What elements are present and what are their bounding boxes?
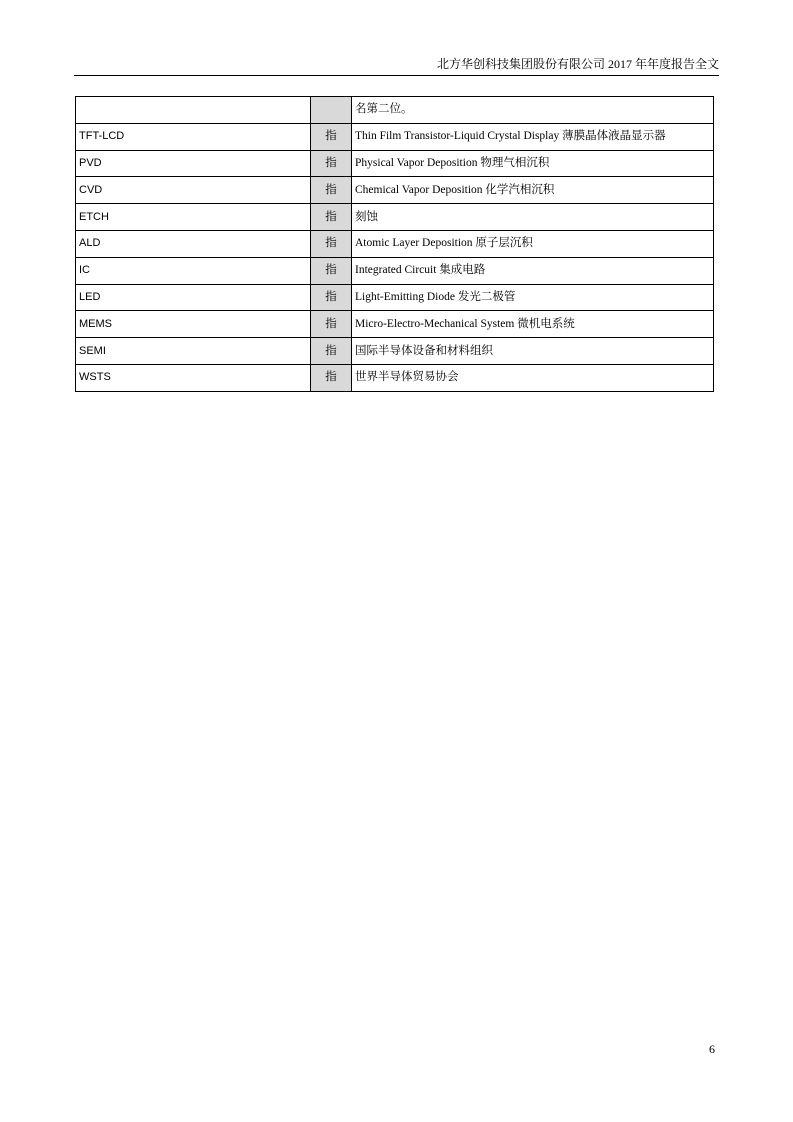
desc-cell: Light-Emitting Diode 发光二极管 xyxy=(352,284,714,311)
table-row xyxy=(76,257,714,284)
desc-cell: Integrated Circuit 集成电路 xyxy=(352,257,714,284)
ref-cell: 指 xyxy=(311,338,352,365)
table-row xyxy=(76,204,714,231)
page-number: 6 xyxy=(709,1042,715,1056)
page-header xyxy=(74,55,719,76)
desc-cell: Atomic Layer Deposition 原子层沉积 xyxy=(352,230,714,257)
term-cell: LED xyxy=(76,284,311,311)
ref-cell: 指 xyxy=(311,123,352,150)
table-row xyxy=(76,177,714,204)
term-cell: IC xyxy=(76,257,311,284)
table-row xyxy=(76,230,714,257)
table-row xyxy=(76,338,714,365)
desc-cell: 名第二位。 xyxy=(352,97,714,124)
term-cell: ALD xyxy=(76,230,311,257)
ref-cell: 指 xyxy=(311,311,352,338)
desc-cell: Micro-Electro-Mechanical System 微机电系统 xyxy=(352,311,714,338)
term-cell: CVD xyxy=(76,177,311,204)
table-row xyxy=(76,123,714,150)
table-row xyxy=(76,150,714,177)
term-cell: MEMS xyxy=(76,311,311,338)
term-cell: ETCH xyxy=(76,204,311,231)
header-title: 北方华创科技集团股份有限公司 2017 年年度报告全文 xyxy=(436,57,719,71)
table-row xyxy=(76,364,714,391)
ref-cell: 指 xyxy=(311,150,352,177)
table-row xyxy=(76,284,714,311)
desc-cell: 刻蚀 xyxy=(352,204,714,231)
desc-cell: 世界半导体贸易协会 xyxy=(352,364,714,391)
ref-cell: 指 xyxy=(311,204,352,231)
ref-cell: 指 xyxy=(311,177,352,204)
table-row xyxy=(76,311,714,338)
term-cell: TFT-LCD xyxy=(76,123,311,150)
desc-cell: Thin Film Transistor-Liquid Crystal Display 薄膜晶体液晶显示器 xyxy=(352,123,714,150)
ref-cell: 指 xyxy=(311,230,352,257)
term-cell: SEMI xyxy=(76,338,311,365)
desc-cell: 国际半导体设备和材料组织 xyxy=(352,338,714,365)
glossary-table xyxy=(75,96,714,392)
desc-cell: Physical Vapor Deposition 物理气相沉积 xyxy=(352,150,714,177)
term-cell: WSTS xyxy=(76,364,311,391)
desc-cell: Chemical Vapor Deposition 化学汽相沉积 xyxy=(352,177,714,204)
term-cell: PVD xyxy=(76,150,311,177)
ref-cell xyxy=(311,97,352,124)
ref-cell: 指 xyxy=(311,364,352,391)
ref-cell: 指 xyxy=(311,257,352,284)
term-cell xyxy=(76,97,311,124)
table-row xyxy=(76,97,714,124)
ref-cell: 指 xyxy=(311,284,352,311)
